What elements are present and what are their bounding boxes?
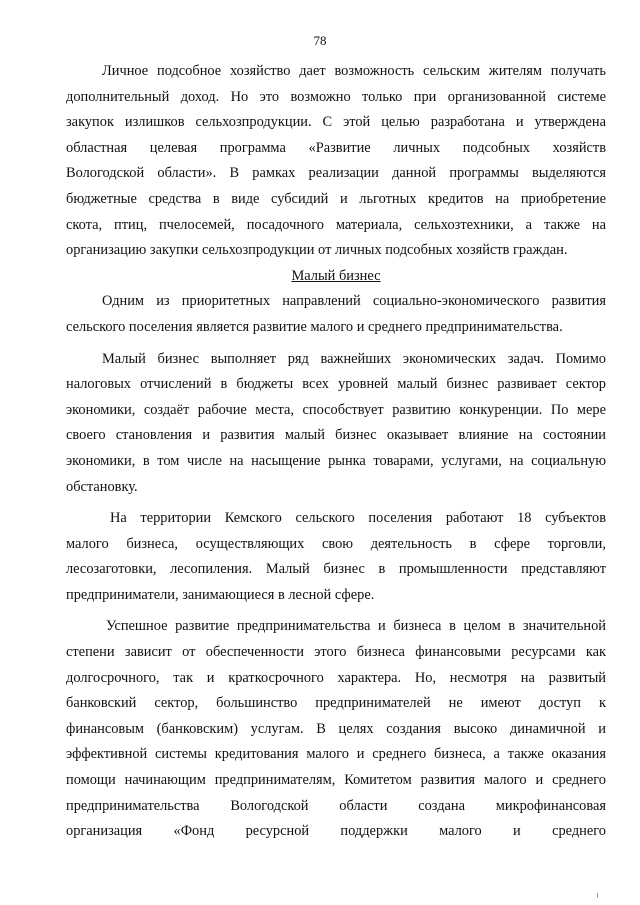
text-line: малого бизнеса, осуществляющих свою деятельность в сфере торговли,	[66, 535, 606, 552]
text-line: экономики, создаёт рабочие места, способствует развитию конкуренции. По мере	[66, 401, 606, 418]
text-line: предпринимательства Вологодской области создана микрофинансовая	[66, 797, 606, 814]
page-number: 78	[313, 33, 327, 48]
text-line: На территории Кемского сельского поселения работают 18 субъектов	[110, 510, 606, 527]
text-line: Успешное развитие предпринимательства и бизнеса в целом в значительной	[106, 618, 606, 635]
text-line: Малый бизнес выполняет ряд важнейших экономических задач. Помимо	[102, 350, 606, 367]
text-line: сельского поселения является развитие малого и среднего предпринимательства.	[66, 318, 563, 335]
paragraph	[66, 289, 606, 340]
text-line: эффективной системы кредитования малого и среднего бизнеса, а также оказания	[66, 746, 606, 763]
text-line: степени зависит от обеспеченности этого бизнеса финансовыми ресурсами как	[66, 644, 606, 661]
text-line: организацию закупки сельхозпродукции от личных подсобных хозяйств граждан.	[66, 242, 568, 259]
text-line: долгосрочного, так и краткосрочного характера. Но, несмотря на развитый	[66, 669, 606, 686]
text-line: банковский сектор, большинство предпринимателей не имеют доступ к	[66, 695, 606, 712]
text-line: налоговых отчислений в бюджеты всех уровней малый бизнес развивает сектор	[66, 376, 606, 393]
paragraph	[66, 347, 606, 501]
text-line: дополнительный доход. Но это возможно только при организованной системе	[66, 88, 606, 105]
text-line: организация «Фонд ресурсной поддержки малого и среднего	[66, 823, 606, 840]
document-body	[66, 59, 606, 845]
paragraph	[66, 614, 606, 844]
text-line: скота, птиц, пчелосемей, посадочного материала, сельхозтехники, а также на	[66, 216, 606, 233]
text-line: Вологодской области». В рамках реализации данной программы выделяются	[66, 165, 606, 182]
text-line: областная целевая программа «Развитие личных подсобных хозяйств	[66, 139, 606, 156]
text-line: Одним из приоритетных направлений социально-экономического развития	[102, 293, 606, 310]
section-heading: Малый бизнес	[291, 267, 381, 284]
paragraph	[66, 59, 606, 264]
text-line: Личное подсобное хозяйство дает возможность сельским жителям получать	[102, 63, 606, 79]
text-line: предприниматели, занимающиеся в лесной сфере.	[66, 586, 375, 603]
scan-mark	[597, 893, 598, 898]
text-line: своего становления и развития малый бизнес оказывает влияние на состоянии	[66, 427, 606, 444]
text-line: лесозаготовки, лесопиления. Малый бизнес в промышленности представляют	[66, 561, 606, 578]
text-line: бюджетные средства в виде субсидий и льготных кредитов на приобретение	[66, 190, 606, 207]
text-line: обстановку.	[66, 478, 138, 495]
paragraph	[66, 506, 606, 608]
text-line: закупок излишков сельхозпродукции. С этой целью разработана и утверждена	[66, 114, 606, 131]
text-line: экономики, в том числе на насыщение рынка товарами, услугами, на социальную	[66, 452, 606, 469]
text-line: финансовым (банковским) услугам. В целях создания высоко динамичной и	[66, 720, 606, 737]
text-line: помощи начинающим предпринимателям, Комитетом развития малого и среднего	[66, 772, 606, 789]
